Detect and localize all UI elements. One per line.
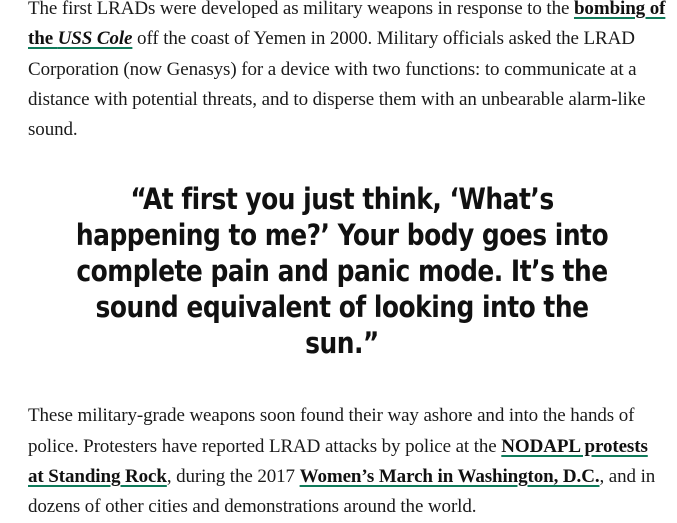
article-paragraph: [28, 0, 668, 145]
link-text[interactable]: bombing of the: [28, 0, 666, 50]
paragraph-text: These military-grade weapons soon found their way ashore and into the hands of police. Protesters have reported LRAD attacks by police at the: [28, 405, 635, 457]
paragraph-text: , and in dozens of other cities and demonstrations around the world.: [28, 466, 656, 518]
nodapl-standing-rock-link[interactable]: NODAPL protests at Standing Rock: [28, 435, 648, 488]
paragraph-text: off the coast of Yemen in 2000. Military officials asked the LRAD Corporation (now Genasys) for a device with two functions: to communicate at a distance with potential threats, and to disperse them with an unbearable alarm-like sound.: [28, 28, 646, 141]
paragraph-text: , during the 2017: [166, 466, 300, 488]
article-body: [28, 0, 668, 523]
article-paragraph: [28, 401, 668, 522]
pull-quote: “At first you just think, ‘What’s happening to me?’ Your body goes into complete pain and panic mode. It’s the sound equivalent of looking into the sun.”: [75, 182, 609, 361]
paragraph-text: The first LRADs were developed as military weapons in response to the: [28, 0, 574, 19]
womens-march-link[interactable]: Women’s March in Washington, D.C.: [299, 466, 600, 488]
link-text-italic[interactable]: USS Cole: [57, 28, 133, 50]
